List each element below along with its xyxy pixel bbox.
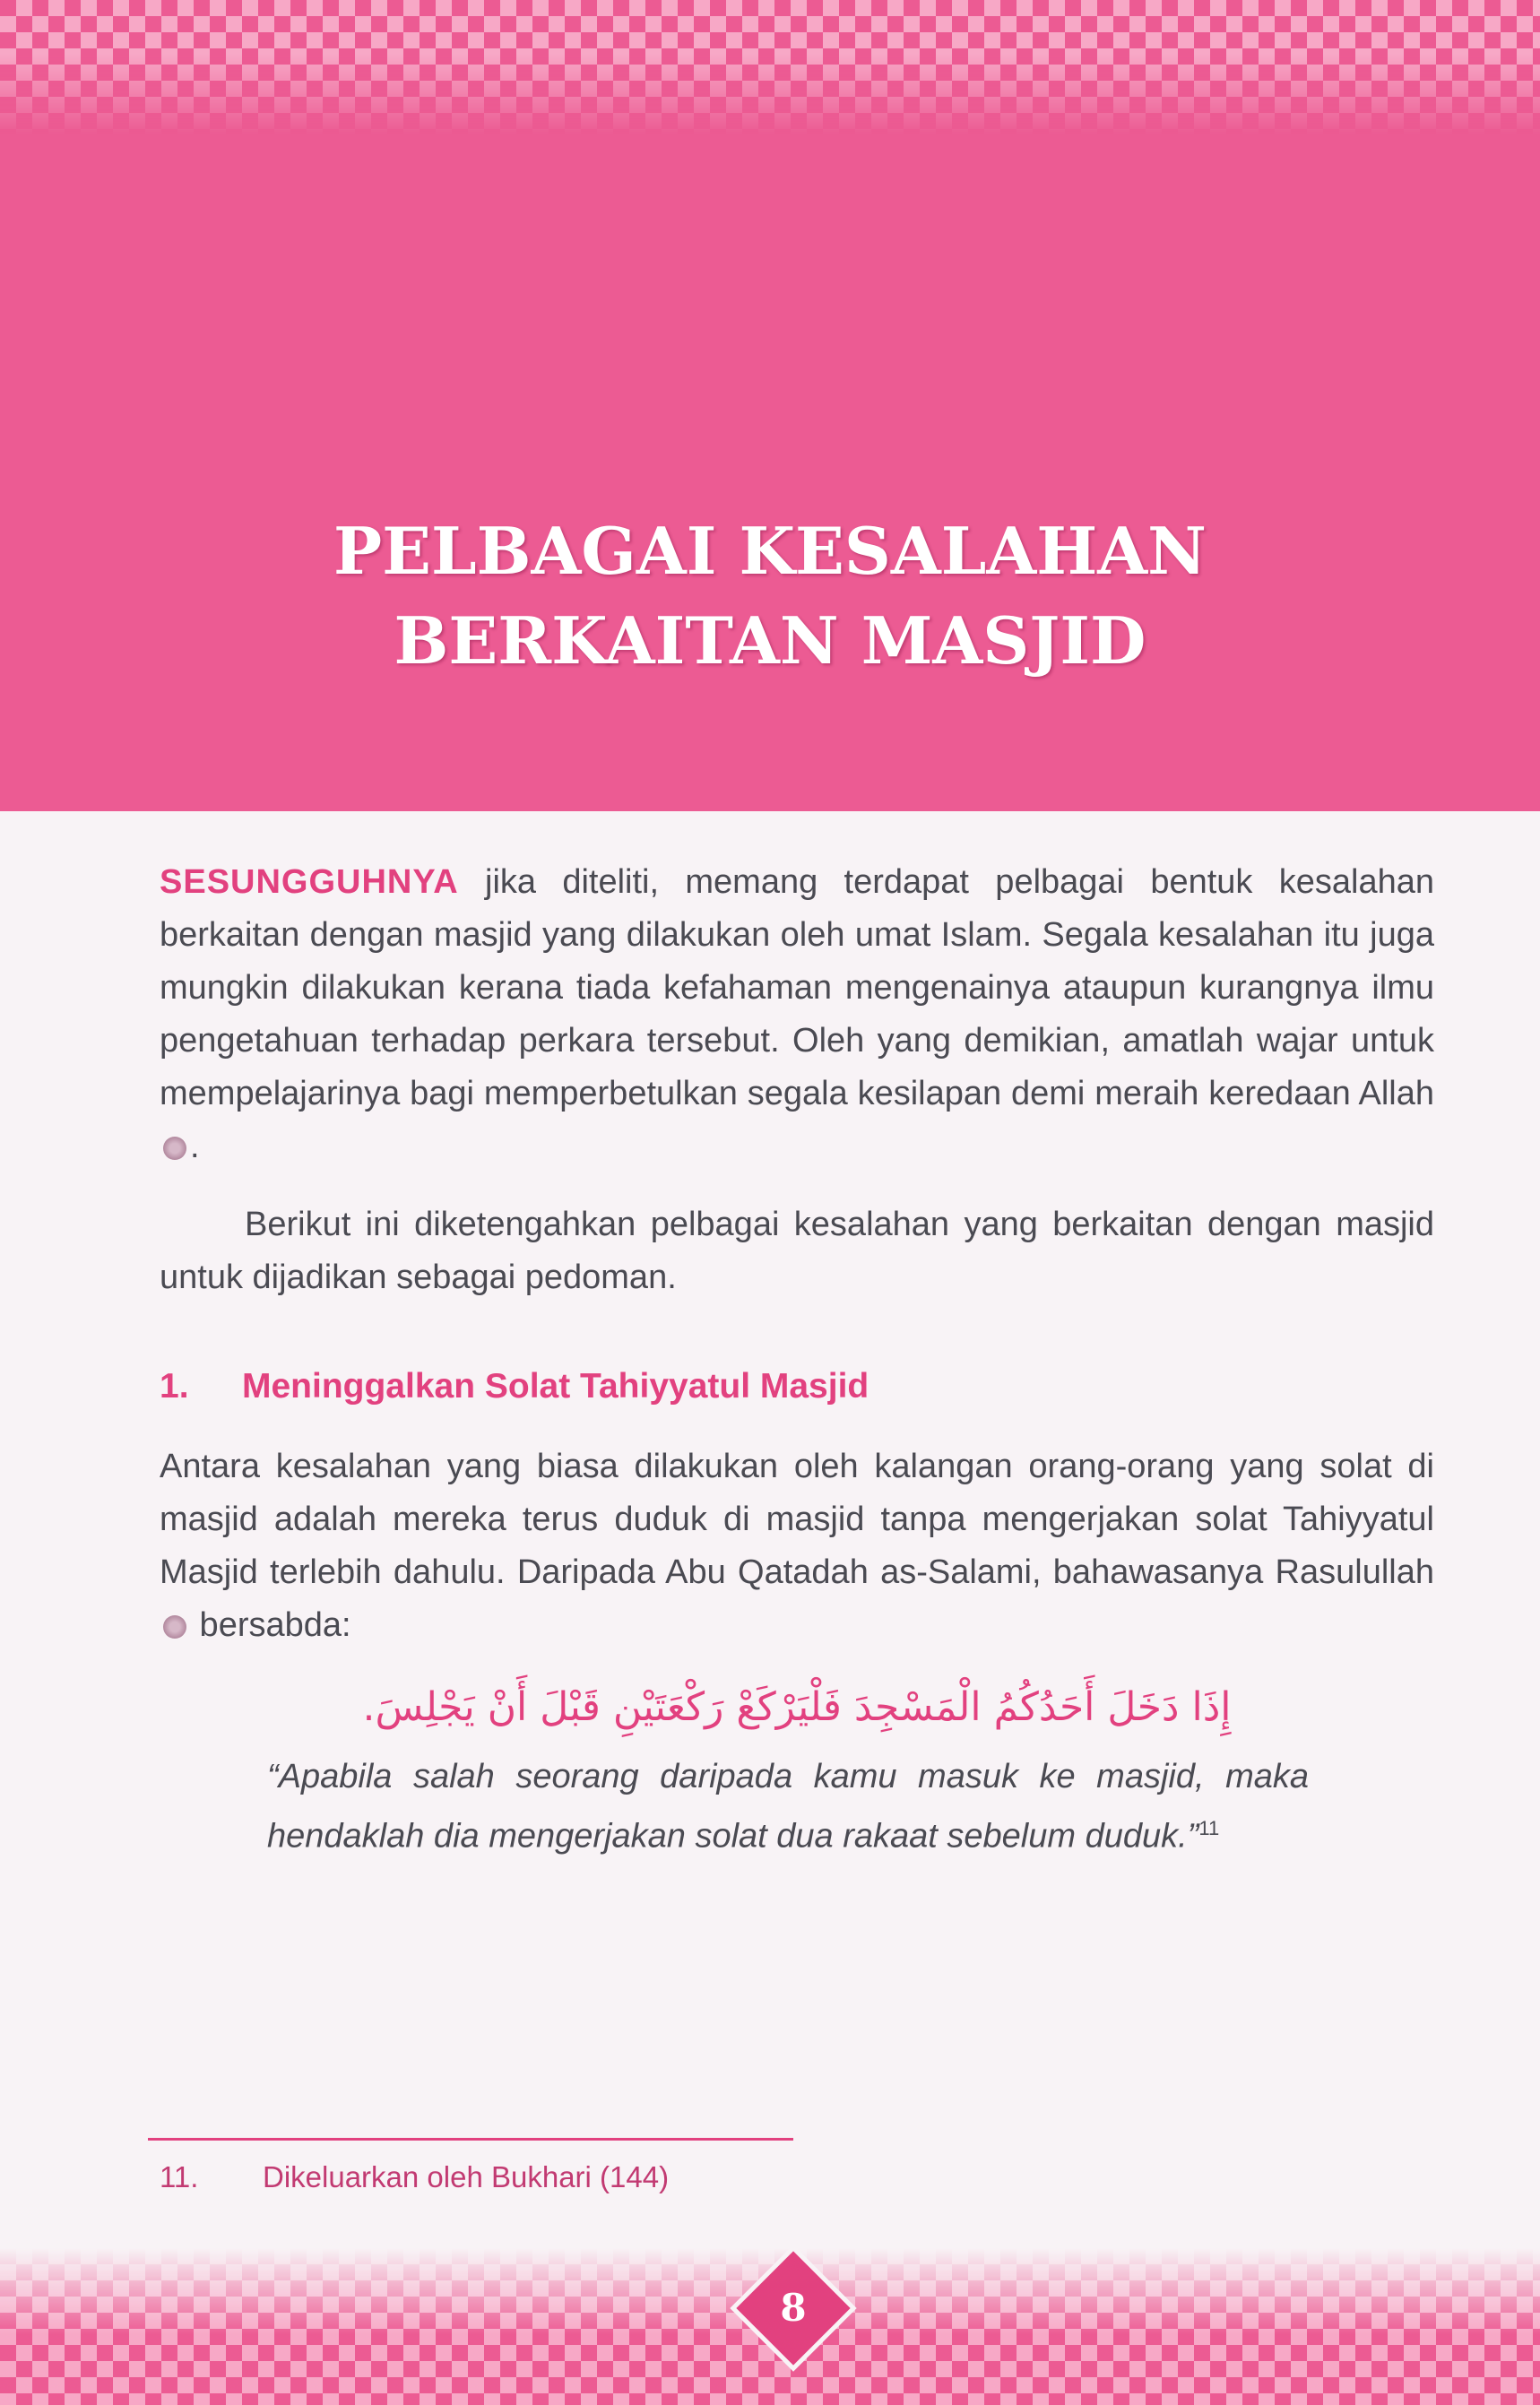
footnote-divider [148, 2138, 793, 2141]
hadith-translation [267, 1751, 1309, 1863]
footnote-text: Dikeluarkan oleh Bukhari (144) [263, 2160, 670, 2193]
intro-paragraph-2: Berikut ini diketengahkan pelbagai kesalahan yang berkaitan dengan masjid untuk dijadikan sebagai pedoman. [160, 1206, 1434, 1296]
section-body-text-end: bersabda: [190, 1606, 351, 1644]
chapter-title-line-1: PELBAGAI KESALAHAN [333, 513, 1207, 589]
hadith-translation-text: “Apabila salah seorang daripada kamu masuk ke masjid, maka hendaklah dia mengerjakan solat dua rakaat sebelum duduk.” [267, 1758, 1309, 1856]
subhanahu-wa-taala-honorific-icon [163, 1137, 186, 1160]
chapter-title [0, 506, 1540, 686]
chapter-title-line-2: BERKAITAN MASJID [394, 602, 1146, 679]
section-number: 1. [160, 1367, 189, 1406]
section-body [160, 1440, 1434, 1652]
intro-paragraph-end: . [190, 1128, 200, 1165]
section-heading-text: Meninggalkan Solat Tahiyyatul Masjid [242, 1367, 869, 1406]
decorative-pattern-top [0, 0, 1540, 134]
hadith-arabic-text: إِذَا دَخَلَ أَحَدُكُمُ الْمَسْجِدَ فَلْيَرْكَعْ رَكْعَتَيْنِ قَبْلَ أَنْ يَجْلِسَ. [362, 1684, 1232, 1730]
main-content [160, 856, 1434, 1863]
section-heading [160, 1360, 1434, 1414]
footnote [160, 2160, 669, 2194]
footnote-reference: 11 [1198, 1817, 1220, 1839]
page-number: 8 [780, 2286, 807, 2330]
section-body-text: Antara kesalahan yang biasa dilakukan oleh kalangan orang-orang yang solat di masjid adalah mereka terus duduk di masjid tanpa mengerjakan solat Tahiyyatul Masjid terlebih dahulu. Daripada Abu Qatadah as-Salami, bahawasanya Rasulullah [160, 1448, 1434, 1591]
intro-paragraph [160, 856, 1434, 1173]
footnote-number: 11. [160, 2160, 199, 2193]
salawat-honorific-icon [163, 1615, 186, 1639]
intro-paragraph-text: jika diteliti, memang terdapat pelbagai bentuk kesalahan berkaitan dengan masjid yang dilakukan oleh umat Islam. Segala kesalahan itu juga mungkin dilakukan kerana tiada kefahaman mengenainya ataupun kurangnya ilmu pengetahuan terhadap perkara tersebut. Oleh yang demikian, amatlah wajar untuk mempelajarinya bagi memperbetulkan segala kesilapan demi meraih keredaan Allah [160, 863, 1434, 1112]
lead-word: SESUNGGUHNYA [160, 863, 459, 901]
